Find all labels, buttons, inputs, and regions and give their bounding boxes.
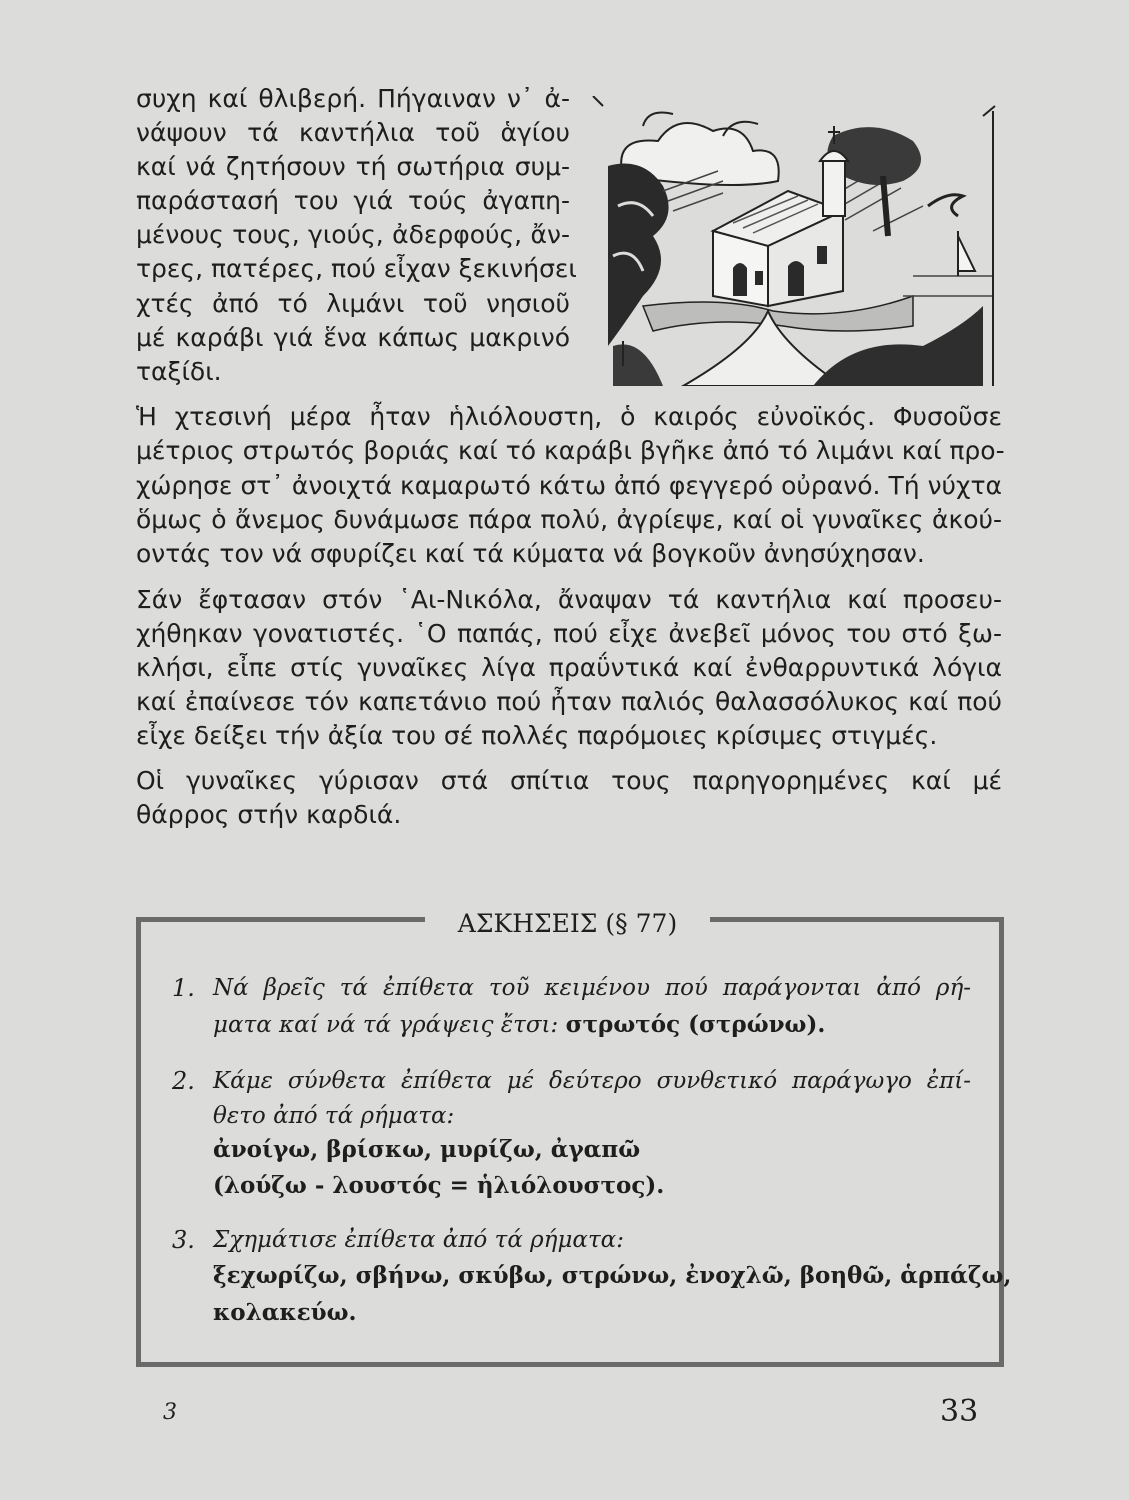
text-line: τρες, πατέρες, πού εἶχαν ξεκινήσει — [136, 254, 577, 283]
exercise-words: ξεχωρίζω, σβήνω, σκύβω, στρώνω, ἐνοχλῶ, βοηθῶ, ἁρπάζω, — [213, 1262, 1012, 1289]
exercise-text: Νά βρεῖς τά ἐπίθετα τοῦ κειμένου πού παράγονται ἀπό ρή- — [213, 975, 971, 1001]
exercise-number: 3. — [172, 1226, 195, 1254]
page-number: 33 — [940, 1394, 979, 1429]
exercise-words: ἀνοίγω, βρίσκω, μυρίζω, ἀγαπῶ — [213, 1136, 641, 1163]
text-line: ταξίδι. — [136, 357, 222, 386]
exercise-text: Σχημάτισε ἐπίθετα ἀπό τά ρήματα: — [213, 1227, 624, 1253]
exercise-number: 1. — [172, 974, 195, 1002]
exercise-text — [213, 1008, 971, 1042]
text-line: καί νά ζητήσουν τή σωτήρια συμ- — [136, 152, 570, 181]
exercises-title: ΑΣΚΗΣΕΙΣ (§ 77) — [425, 906, 710, 942]
exercise-text: θετο ἀπό τά ρήματα: — [213, 1103, 455, 1129]
text-line: νάψουν τά καντήλια τοῦ ἁγίου — [136, 118, 570, 147]
text-line: κλήσι, εἶπε στίς γυναῖκες λίγα πραΰντικά καί ἐνθαρρυντικά λόγια — [136, 653, 1002, 682]
signature-mark: 3 — [163, 1400, 177, 1425]
text-line: Σάν ἔφτασαν στόν ῾Αι-Νικόλα, ἄναψαν τά καντήλια καί προσευ- — [136, 585, 1002, 614]
text-line: θάρρος στήν καρδιά. — [136, 800, 402, 829]
exercise-text: Κάμε σύνθετα ἐπίθετα μέ δεύτερο συνθετικό παράγωγο ἐπί- — [213, 1068, 971, 1094]
exercise-words: κολακεύω. — [213, 1299, 357, 1326]
text-line: μέ καράβι γιά ἕνα κάπως μακρινό — [136, 323, 570, 352]
text-line: Οἱ γυναῖκες γύρισαν στά σπίτια τους παρηγορημένες καί μέ — [136, 766, 1002, 795]
text-line: μέτριος στρωτός βοριάς καί τό καράβι βγῆκε ἀπό τό λιμάνι καί προ- — [136, 436, 1005, 465]
text-line: οντάς τον νά σφυρίζει καί τά κύματα νά βογκοῦν ἀνησύχησαν. — [136, 539, 925, 568]
text-line: ὅμως ὁ ἄνεμος δυνάμωσε πάρα πολύ, ἀγρίεψε, καί οἱ γυναῖκες ἀκού- — [136, 505, 1002, 534]
text-line: παράστασή του γιά τούς ἀγαπη- — [136, 186, 570, 215]
text-line: εἶχε δείξει τήν ἀξία του σέ πολλές παρόμοιες κρίσιμες στιγμές. — [136, 721, 938, 750]
text-line: χτές ἀπό τό λιμάνι τοῦ νησιοῦ — [136, 289, 570, 318]
exercise-number: 2. — [172, 1067, 195, 1095]
text-line: χώρησε στ᾿ ἀνοιχτά καμαρωτό κάτω ἀπό φεγγερό οὐρανό. Τή νύχτα — [136, 471, 1002, 500]
exercise-example: (λούζω - λουστός = ἡλιόλουστος). — [213, 1172, 665, 1199]
text-line: χήθηκαν γονατιστές. ῾Ο παπάς, πού εἶχε ἀνεβεῖ μόνος του στό ξω- — [136, 619, 1002, 648]
text-line: καί ἐπαίνεσε τόν καπετάνιο πού ἦταν παλιός θαλασσόλυκος καί πού — [136, 687, 1002, 716]
text-line: μένους τους, γιούς, ἀδερφούς, ἄν- — [136, 220, 570, 249]
chapel-illustration — [583, 96, 1003, 386]
exercise-example: στρωτός (στρώνω). — [565, 1011, 826, 1038]
text-line: Ἡ χτεσινή μέρα ἦταν ἡλιόλουστη, ὁ καιρός εὐνοϊκός. Φυσοῦσε — [136, 402, 1002, 431]
exercise-instruction: ματα καί νά τά γράψεις ἔτσι: — [213, 1012, 559, 1038]
text-line: συχη καί θλιβερή. Πήγαιναν ν᾿ ἀ- — [136, 84, 570, 113]
